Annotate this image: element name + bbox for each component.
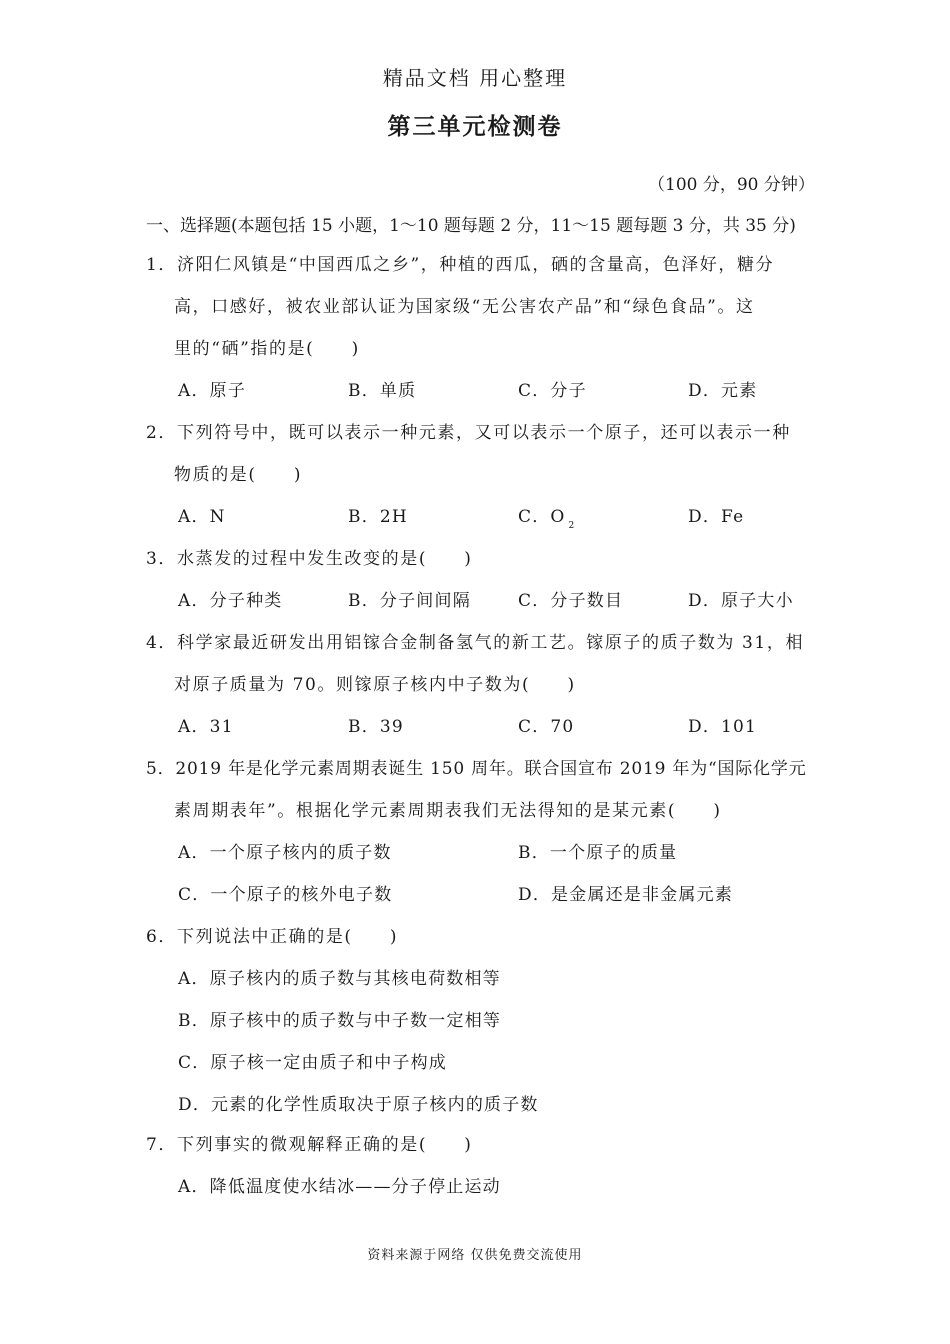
- question-3-line-1: 3．水蒸发的过程中发生改变的是( ): [146, 549, 473, 569]
- question-1-line-2: 高，口感好，被农业部认证为国家级“无公害农产品”和“绿色食品”。这: [174, 297, 755, 317]
- question-7-option-a: A．降低温度使水结冰——分子停止运动: [178, 1177, 501, 1197]
- question-4-option-c: C．70: [518, 717, 575, 737]
- question-3-option-c: C．分子数目: [518, 591, 624, 611]
- footer-note: 资料来源于网络 仅供免费交流使用: [367, 1248, 583, 1263]
- question-2-line-2: 物质的是( ): [174, 465, 303, 485]
- score-time-note: （100 分，90 分钟）: [648, 175, 815, 195]
- question-7-line-1: 7．下列事实的微观解释正确的是( ): [146, 1135, 473, 1155]
- subscript-2: 2: [568, 521, 576, 531]
- question-4-line-1: 4．科学家最近研发出用铝镓合金制备氢气的新工艺。镓原子的质子数为 31，相: [146, 633, 805, 653]
- question-2-option-c: C．O $_2$: [518, 507, 576, 531]
- question-1-option-d: D．元素: [688, 381, 758, 401]
- question-2-option-a: A．N: [178, 507, 226, 527]
- question-1-option-b: B．单质: [348, 381, 417, 401]
- question-4-option-a: A．31: [178, 717, 234, 737]
- question-6-option-c: C．原子核一定由质子和中子构成: [178, 1053, 448, 1073]
- question-4-line-2: 对原子质量为 70。则镓原子核内中子数为( ): [174, 675, 576, 695]
- question-4-option-b: B．39: [348, 717, 404, 737]
- question-6-option-a: A．原子核内的质子数与其核电荷数相等: [178, 969, 501, 989]
- question-5-option-c: C．一个原子的核外电子数: [178, 885, 393, 905]
- question-5-line-1: 5．2019 年是化学元素周期表诞生 150 周年。联合国宣布 2019 年为“国际化学元: [146, 759, 807, 779]
- question-1-line-1: 1．济阳仁风镇是“中国西瓜之乡”，种植的西瓜，硒的含量高，色泽好，糖分: [146, 255, 775, 275]
- section-heading: 一、选择题(本题包括 15 小题，1～10 题每题 2 分，11～15 题每题 3 分，共 35 分): [146, 216, 796, 236]
- question-6-option-b: B．原子核中的质子数与中子数一定相等: [178, 1011, 502, 1031]
- question-2-option-b: B．2H: [348, 507, 408, 527]
- question-3-option-b: B．分子间间隔: [348, 591, 471, 611]
- question-5-option-a: A．一个原子核内的质子数: [178, 843, 392, 863]
- question-5-line-2: 素周期表年”。根据化学元素周期表我们无法得知的是某元素( ): [174, 801, 722, 821]
- question-2-option-d: D．Fe: [688, 507, 745, 527]
- question-5-option-b: B．一个原子的质量: [518, 843, 678, 863]
- question-1-option-a: A．原子: [178, 381, 247, 401]
- question-3-option-d: D．原子大小: [688, 591, 794, 611]
- question-1-option-c: C．分子: [518, 381, 587, 401]
- question-1-line-3: 里的“硒”指的是( ): [174, 339, 360, 359]
- document-header-note: 精品文档 用心整理: [382, 66, 568, 90]
- question-4-option-d: D．101: [688, 717, 758, 737]
- question-3-option-a: A．分子种类: [178, 591, 283, 611]
- question-6-line-1: 6．下列说法中正确的是( ): [146, 927, 399, 947]
- question-5-option-d: D．是金属还是非金属元素: [518, 885, 734, 905]
- page-title: 第三单元检测卷: [387, 113, 563, 140]
- question-2-line-1: 2．下列符号中，既可以表示一种元素，又可以表示一个原子，还可以表示一种: [146, 423, 791, 443]
- question-6-option-d: D．元素的化学性质取决于原子核内的质子数: [178, 1095, 539, 1115]
